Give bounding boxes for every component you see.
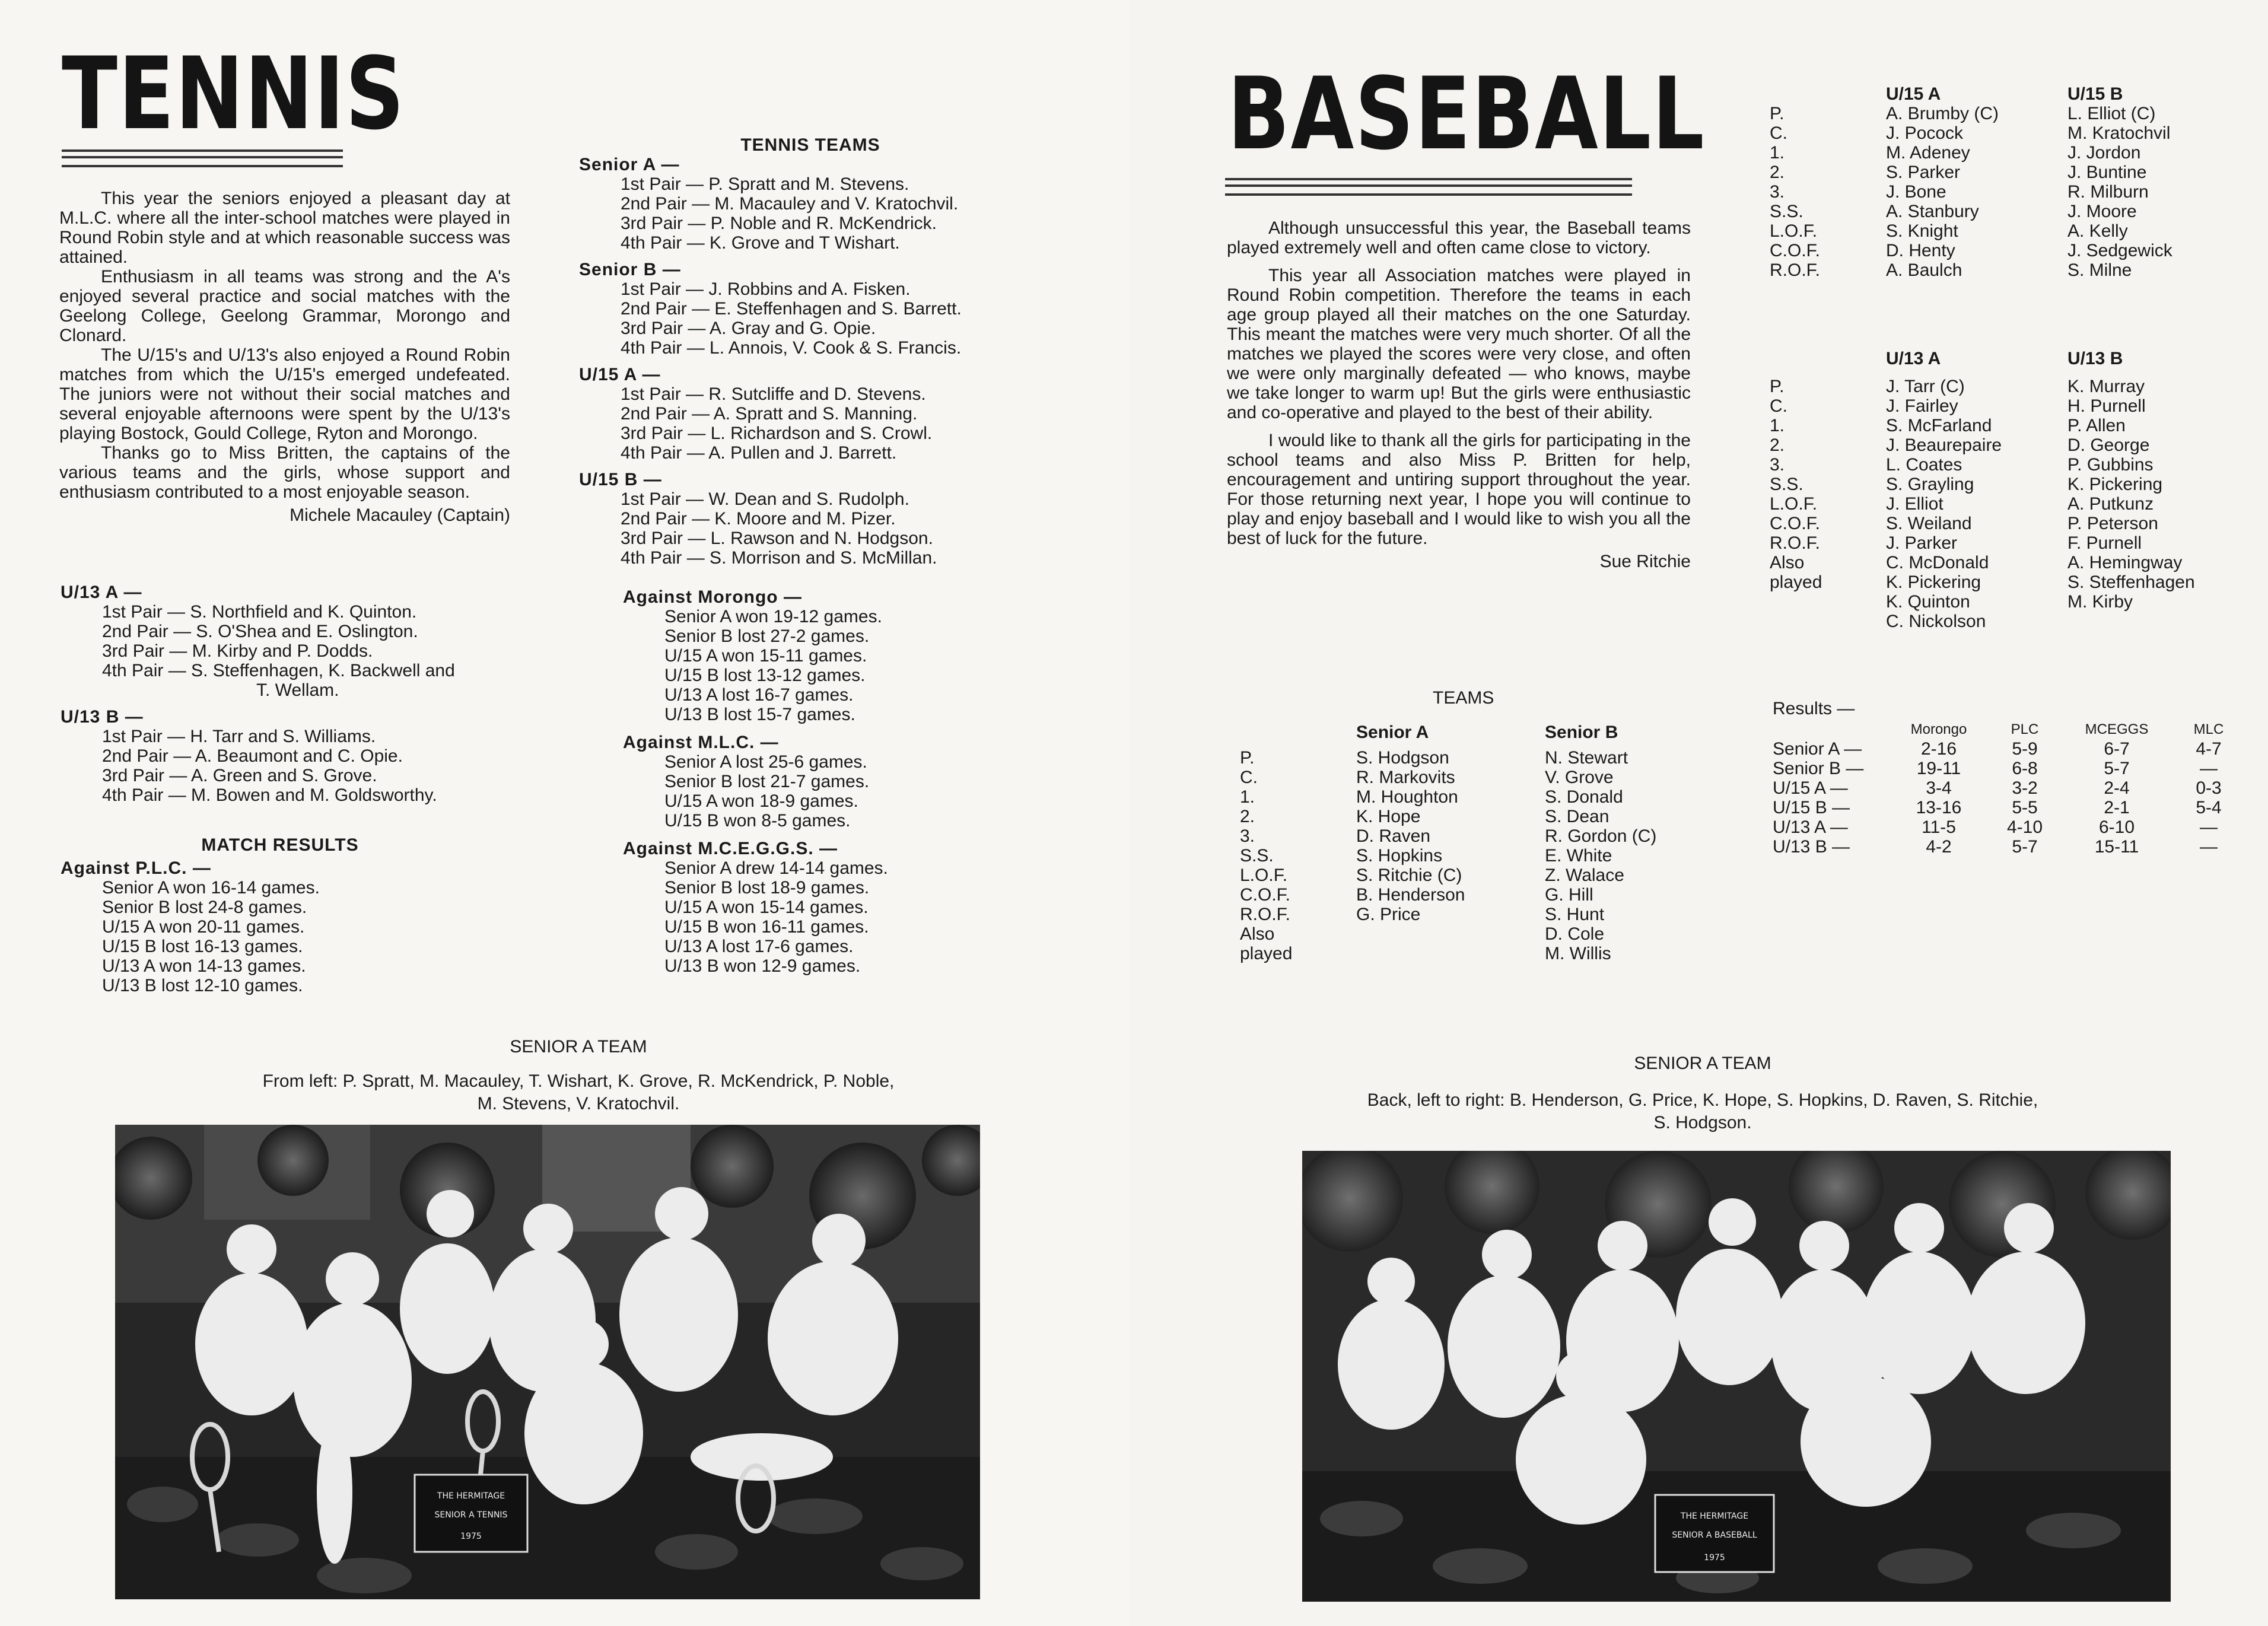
roster-cell-b: H. Purnell <box>2067 396 2146 416</box>
results-col-mlc: MLC <box>2193 721 2224 737</box>
roster-cell-a: D. Raven <box>1356 826 1431 846</box>
roster-cell-a: S. Knight <box>1886 221 1958 241</box>
roster-cell-pos <box>1770 612 1886 631</box>
roster-row <box>1240 846 1656 865</box>
roster-cell-a: C. McDonald <box>1886 553 1989 572</box>
u15a-pair-3: 3rd Pair — L. Richardson and S. Crowl. <box>621 424 933 443</box>
tennis-photo-caption <box>59 1036 1098 1115</box>
roster-cell-pos: P. <box>1770 377 1785 396</box>
senior-a-col-head: Senior A <box>1356 723 1429 742</box>
roster-row <box>1240 885 1656 905</box>
senior-a-heading: Senior A — <box>579 155 680 174</box>
roster-cell-b: P. Peterson <box>2067 514 2158 533</box>
tennis-signature: Michele Macauley (Captain) <box>290 505 510 525</box>
roster-cell-b: R. Milburn <box>2067 182 2149 202</box>
roster-row <box>1770 123 2172 143</box>
results-score: 15-11 <box>2094 837 2139 857</box>
tennis-against-results <box>623 587 1098 976</box>
roster-row <box>1240 905 1656 924</box>
senior-a-pair-1: 1st Pair — P. Spratt and M. Stevens. <box>621 174 909 194</box>
match-results-heading: MATCH RESULTS <box>201 835 359 855</box>
roster-cell-pos: 1. <box>1770 143 1785 163</box>
roster-cell-pos: S.S. <box>1240 846 1274 865</box>
roster-row <box>1770 494 2195 514</box>
u13b-heading: U/13 B — <box>61 707 144 727</box>
baseball-sign-2: SENIOR A BASEBALL <box>1672 1530 1757 1540</box>
roster-cell-a: S. Parker <box>1886 163 1961 182</box>
roster-cell-b: M. Willis <box>1545 944 1611 963</box>
roster-cell-a: L. Coates <box>1886 455 1962 475</box>
roster-cell-pos: L.O.F. <box>1770 494 1818 514</box>
tennis-sign-1: THE HERMITAGE <box>437 1491 505 1501</box>
results-score: — <box>2200 837 2218 857</box>
u13b-pair-1: 1st Pair — H. Tarr and S. Williams. <box>102 727 376 746</box>
baseball-intro-p2: This year all Association matches were played in Round Robin competition. Therefore the teams in each age group played all their matches on the one Saturday. This meant the matches were very much shorter. Of all the matches we played the scores were very close, and often we were only marginally defeated — who knows, maybe we take longer to warm up! But the girls were enthusiastic and co-operative and played to the best of their ability. <box>1227 266 1691 422</box>
roster-cell-b: J. Buntine <box>2067 163 2147 182</box>
senior-roster-rows <box>1240 748 1656 963</box>
results-rows <box>1773 739 2241 857</box>
results-score: 2-4 <box>2104 778 2130 798</box>
tennis-intro-p4: Thanks go to Miss Britten, the captains of the various teams and the girls, whose support and enthusiasm contributed to a most enjoyable season. <box>59 443 510 502</box>
tennis-intro-p2: Enthusiasm in all teams was strong and the A's enjoyed several practice and social matches with the Geelong College, Geelong Grammar, Morongo and Clonard. <box>59 267 510 345</box>
tennis-title: TENNIS <box>62 36 405 152</box>
plc-result-5: U/13 A won 14-13 games. <box>102 956 306 976</box>
results-score: — <box>2200 759 2218 778</box>
baseball-sign-1: THE HERMITAGE <box>1680 1512 1749 1521</box>
roster-cell-a: G. Price <box>1356 905 1421 924</box>
u13a-pair-2: 2nd Pair — S. O'Shea and E. Oslington. <box>102 622 418 641</box>
baseball-intro-p3: I would like to thank all the girls for participating in the school teams and also Miss P. Britten for help, encouragement and untiring support throughout the year. For those returning next year, I hope you will continue to play and enjoy baseball and I would like to wish you all the best of luck for the future. <box>1227 431 1691 548</box>
results-table <box>1773 720 2241 857</box>
roster-cell-a: S. Ritchie (C) <box>1356 865 1462 885</box>
roster-cell-a: M. Houghton <box>1356 787 1458 807</box>
roster-row <box>1770 475 2195 494</box>
roster-row <box>1240 787 1656 807</box>
roster-row <box>1240 865 1656 885</box>
roster-cell-b: D. Cole <box>1545 924 1605 944</box>
morongo-result-4: U/15 B lost 13-12 games. <box>664 666 866 685</box>
tennis-page <box>0 0 1130 1626</box>
u13a-pair-1: 1st Pair — S. Northfield and K. Quinton. <box>102 602 417 622</box>
roster-cell-pos: 2. <box>1770 163 1785 182</box>
roster-cell-b: S. Milne <box>2067 260 2132 280</box>
results-score: 5-9 <box>2012 739 2038 759</box>
results-row <box>1773 817 2241 837</box>
roster-cell-pos: Also <box>1240 924 1275 944</box>
tennis-team-photo <box>115 1125 980 1599</box>
baseball-signature: Sue Ritchie <box>1599 552 1691 571</box>
senior-b-pair-4: 4th Pair — L. Annois, V. Cook & S. Francis. <box>621 338 962 358</box>
results-score: 5-4 <box>2196 798 2222 817</box>
roster-cell-a: J. Parker <box>1886 533 1958 553</box>
roster-cell-b: R. Gordon (C) <box>1545 826 1657 846</box>
roster-cell-pos: 2. <box>1240 807 1255 826</box>
mlc-result-3: U/15 A won 18-9 games. <box>664 791 858 811</box>
roster-cell-a: J. Pocock <box>1886 123 1964 143</box>
roster-cell-pos: R.O.F. <box>1770 533 1821 553</box>
roster-cell-b: K. Pickering <box>2067 475 2163 494</box>
u13a-heading: U/13 A — <box>61 583 142 602</box>
results-score: 5-5 <box>2012 798 2038 817</box>
baseball-photo-art <box>1302 1151 2171 1602</box>
senior-a-pair-3: 3rd Pair — P. Noble and R. McKendrick. <box>621 214 937 233</box>
results-team: Senior A — <box>1773 739 1862 759</box>
u15-roster-rows <box>1770 104 2172 280</box>
baseball-title: BASEBALL <box>1227 56 1706 172</box>
results-score: 3-4 <box>1926 778 1952 798</box>
u13-roster <box>1770 349 2195 631</box>
u15-roster-table <box>1770 84 2172 280</box>
mlc-result-2: Senior B lost 21-7 games. <box>664 772 870 791</box>
roster-cell-pos: C. <box>1770 396 1787 416</box>
roster-cell-b: L. Elliot (C) <box>2067 104 2156 123</box>
results-score: 19-11 <box>1916 759 1961 778</box>
morongo-result-6: U/13 B lost 15-7 games. <box>664 705 855 724</box>
u15b-pair-3: 3rd Pair — L. Rawson and N. Hodgson. <box>621 529 933 548</box>
roster-cell-pos: C. <box>1240 768 1258 787</box>
roster-cell-b: K. Murray <box>2067 377 2145 396</box>
senior-roster <box>1240 723 1656 963</box>
u13-roster-table <box>1770 349 2195 631</box>
roster-cell-pos: C.O.F. <box>1240 885 1291 905</box>
roster-cell-pos: 3. <box>1770 182 1785 202</box>
roster-row <box>1770 241 2172 260</box>
tennis-photo-title: SENIOR A TEAM <box>510 1037 647 1057</box>
roster-row <box>1770 377 2195 396</box>
u15a-pair-1: 1st Pair — R. Sutcliffe and D. Stevens. <box>621 384 926 404</box>
results-team: U/13 B — <box>1773 837 1850 857</box>
roster-row <box>1770 592 2195 612</box>
u13a-col-head: U/13 A <box>1886 349 1941 368</box>
roster-cell-pos: 1. <box>1240 787 1255 807</box>
against-mceggs-label: Against M.C.E.G.G.S. — <box>623 839 838 858</box>
roster-row <box>1770 572 2195 592</box>
roster-cell-b: Z. Walace <box>1545 865 1624 885</box>
baseball-photo-caption-2: S. Hodgson. <box>1653 1113 1752 1132</box>
roster-cell-b: A. Hemingway <box>2067 553 2183 572</box>
roster-cell-a: J. Bone <box>1886 182 1946 202</box>
results-col-plc: PLC <box>2011 721 2039 737</box>
baseball-intro <box>1227 218 1691 571</box>
results-row <box>1773 759 2241 778</box>
against-plc-heading: Against P.L.C. — <box>61 858 211 878</box>
u13a-pair-4-cont: T. Wellam. <box>256 680 339 700</box>
roster-cell-a: A. Brumby (C) <box>1886 104 1999 123</box>
results-score: 2-16 <box>1920 739 1957 759</box>
roster-cell-a <box>1356 924 1545 944</box>
baseball-results <box>1773 699 2241 857</box>
roster-cell-a: K. Quinton <box>1886 592 1970 612</box>
results-score: 5-7 <box>2104 759 2130 778</box>
roster-cell-b: V. Grove <box>1545 768 1614 787</box>
roster-row <box>1240 944 1656 963</box>
roster-cell-a: J. Tarr (C) <box>1886 377 1965 396</box>
roster-cell-a: A. Baulch <box>1886 260 1962 280</box>
roster-cell-pos: R.O.F. <box>1770 260 1821 280</box>
roster-cell-a <box>1356 944 1545 963</box>
baseball-page <box>1130 0 2268 1626</box>
roster-cell-a: S. Hodgson <box>1356 748 1449 768</box>
roster-row <box>1240 924 1656 944</box>
results-team: U/15 B — <box>1773 798 1850 817</box>
results-score: 5-7 <box>2012 837 2038 857</box>
baseball-team-photo <box>1302 1151 2171 1602</box>
u15b-col-head: U/15 B <box>2067 84 2123 104</box>
plc-result-1: Senior A won 16-14 games. <box>102 878 320 898</box>
roster-cell-b: F. Purnell <box>2067 533 2142 553</box>
roster-cell-b: N. Stewart <box>1545 748 1628 768</box>
roster-cell-b: J. Moore <box>2067 202 2137 221</box>
roster-row <box>1770 396 2195 416</box>
roster-row <box>1240 807 1656 826</box>
roster-cell-a: J. Beaurepaire <box>1886 435 2002 455</box>
mceggs-result-6: U/13 B won 12-9 games. <box>664 956 861 976</box>
senior-a-pair-4: 4th Pair — K. Grove and T Wishart. <box>621 233 900 253</box>
u13b-pair-3: 3rd Pair — A. Green and S. Grove. <box>102 766 377 785</box>
roster-cell-a: S. McFarland <box>1886 416 1992 435</box>
roster-cell-b: P. Allen <box>2067 416 2126 435</box>
roster-cell-pos: C.O.F. <box>1770 514 1821 533</box>
roster-row <box>1770 163 2172 182</box>
results-score: 6-7 <box>2104 739 2130 759</box>
roster-cell-pos: S.S. <box>1770 202 1803 221</box>
results-score: 13-16 <box>1916 798 1962 817</box>
u13a-pair-4: 4th Pair — S. Steffenhagen, K. Backwell and <box>102 661 455 680</box>
senior-b-heading: Senior B — <box>579 260 681 279</box>
u15b-pair-2: 2nd Pair — K. Moore and M. Pizer. <box>621 509 896 529</box>
roster-cell-pos: played <box>1240 944 1293 963</box>
plc-result-6: U/13 B lost 12-10 games. <box>102 976 303 995</box>
tennis-teams-heading: TENNIS TEAMS <box>740 135 880 155</box>
tennis-sign-2: SENIOR A TENNIS <box>434 1510 508 1520</box>
tennis-match-results <box>61 835 535 995</box>
results-score: 2-1 <box>2104 798 2130 817</box>
roster-cell-pos: L.O.F. <box>1770 221 1818 241</box>
u15a-pair-2: 2nd Pair — A. Spratt and S. Manning. <box>621 404 918 424</box>
roster-row <box>1770 435 2195 455</box>
roster-row <box>1770 612 2195 631</box>
mceggs-result-2: Senior B lost 18-9 games. <box>664 878 870 898</box>
tennis-photo-art <box>115 1125 980 1599</box>
mceggs-result-5: U/13 A lost 17-6 games. <box>664 937 854 956</box>
against-mlc-label: Against M.L.C. — <box>623 733 779 752</box>
baseball-intro-p1: Although unsuccessful this year, the Baseball teams played extremely well and often came close to victory. <box>1227 218 1691 257</box>
results-score: — <box>2200 817 2218 837</box>
u13b-pair-4: 4th Pair — M. Bowen and M. Goldsworthy. <box>102 785 437 805</box>
roster-cell-a: S. Hopkins <box>1356 846 1443 865</box>
results-team: U/15 A — <box>1773 778 1848 798</box>
results-row <box>1773 739 2241 759</box>
roster-cell-b: J. Jordon <box>2067 143 2141 163</box>
results-col-morongo: Morongo <box>1910 721 1967 737</box>
morongo-result-3: U/15 A won 15-11 games. <box>664 646 867 666</box>
plc-result-3: U/15 A won 20-11 games. <box>102 917 305 937</box>
u15b-pair-4: 4th Pair — S. Morrison and S. McMillan. <box>621 548 937 568</box>
roster-row <box>1770 455 2195 475</box>
morongo-result-5: U/13 A lost 16-7 games. <box>664 685 854 705</box>
roster-row <box>1770 202 2172 221</box>
roster-row <box>1770 553 2195 572</box>
baseball-photo-title: SENIOR A TEAM <box>1634 1054 1771 1073</box>
tennis-photo-caption-2: M. Stevens, V. Kratochvil. <box>477 1094 680 1113</box>
roster-cell-a: R. Markovits <box>1356 768 1455 787</box>
roster-row <box>1240 768 1656 787</box>
roster-cell-a: M. Adeney <box>1886 143 1970 163</box>
mlc-result-4: U/15 B won 8-5 games. <box>664 811 851 830</box>
roster-cell-b <box>2067 612 2195 631</box>
roster-cell-a: B. Henderson <box>1356 885 1465 905</box>
against-morongo-label: Against Morongo — <box>623 587 802 607</box>
roster-cell-pos: R.O.F. <box>1240 905 1291 924</box>
u13b-pair-2: 2nd Pair — A. Beaumont and C. Opie. <box>102 746 403 766</box>
morongo-result-2: Senior B lost 27-2 games. <box>664 626 870 646</box>
baseball-photo-caption-1: Back, left to right: B. Henderson, G. Price, K. Hope, S. Hopkins, D. Raven, S. Ritchie, <box>1367 1090 2038 1110</box>
roster-cell-a: A. Stanbury <box>1886 202 1979 221</box>
roster-row <box>1770 104 2172 123</box>
senior-b-col-head: Senior B <box>1545 723 1618 742</box>
mceggs-result-1: Senior A drew 14-14 games. <box>664 858 888 878</box>
tennis-u13b <box>61 707 535 805</box>
roster-cell-b: D. George <box>2067 435 2150 455</box>
roster-cell-pos: played <box>1770 572 1822 592</box>
roster-cell-b: M. Kirby <box>2067 592 2133 612</box>
tennis-teams <box>579 135 1089 568</box>
senior-b-pair-2: 2nd Pair — E. Steffenhagen and S. Barrett. <box>621 299 962 319</box>
roster-cell-b: A. Kelly <box>2067 221 2128 241</box>
results-score: 4-10 <box>2006 817 2043 837</box>
u15a-col-head: U/15 A <box>1886 84 1941 104</box>
u15b-heading: U/15 B — <box>579 470 662 489</box>
results-score: 6-8 <box>2012 759 2038 778</box>
results-heading: Results — <box>1773 699 1855 718</box>
u13b-col-head: U/13 B <box>2067 349 2123 368</box>
roster-cell-pos <box>1770 592 1886 612</box>
results-score: 6-10 <box>2098 817 2135 837</box>
roster-cell-pos: 1. <box>1770 416 1785 435</box>
roster-cell-b: J. Sedgewick <box>2067 241 2172 260</box>
results-team: Senior B — <box>1773 759 1864 778</box>
mceggs-result-4: U/15 B won 16-11 games. <box>664 917 869 937</box>
roster-cell-pos: S.S. <box>1770 475 1803 494</box>
roster-cell-a: D. Henty <box>1886 241 1955 260</box>
roster-cell-b: M. Kratochvil <box>2067 123 2171 143</box>
roster-row <box>1770 514 2195 533</box>
roster-cell-pos: C. <box>1770 123 1787 143</box>
baseball-sign-3: 1975 <box>1704 1553 1725 1563</box>
u15b-pair-1: 1st Pair — W. Dean and S. Rudolph. <box>621 489 909 509</box>
roster-cell-a: K. Pickering <box>1886 572 1981 592</box>
roster-cell-a: S. Grayling <box>1886 475 1974 494</box>
roster-row <box>1770 143 2172 163</box>
tennis-sign-3: 1975 <box>460 1532 482 1541</box>
plc-result-4: U/15 B lost 16-13 games. <box>102 937 303 956</box>
senior-b-pair-3: 3rd Pair — A. Gray and G. Opie. <box>621 319 876 338</box>
roster-cell-pos: 3. <box>1240 826 1255 846</box>
roster-cell-pos: L.O.F. <box>1240 865 1288 885</box>
roster-cell-b: S. Hunt <box>1545 905 1605 924</box>
roster-row <box>1770 221 2172 241</box>
roster-cell-b: A. Putkunz <box>2067 494 2154 514</box>
baseball-title-rule <box>1225 178 1632 196</box>
roster-row <box>1770 182 2172 202</box>
u13-roster-rows <box>1770 377 2195 631</box>
results-score: 3-2 <box>2012 778 2038 798</box>
mceggs-result-3: U/15 A won 15-14 games. <box>664 898 869 917</box>
results-score: 4-2 <box>1926 837 1952 857</box>
mlc-result-1: Senior A lost 25-6 games. <box>664 752 867 772</box>
roster-cell-b: S. Dean <box>1545 807 1609 826</box>
roster-cell-b: E. White <box>1545 846 1612 865</box>
roster-cell-b: P. Gubbins <box>2067 455 2154 475</box>
roster-cell-b: G. Hill <box>1545 885 1593 905</box>
baseball-photo-caption <box>1213 1052 2192 1134</box>
roster-cell-pos: C.O.F. <box>1770 241 1821 260</box>
baseball-teams-heading: TEAMS <box>1433 688 1494 708</box>
roster-cell-b: S. Steffenhagen <box>2067 572 2195 592</box>
results-row <box>1773 837 2241 857</box>
roster-cell-a: J. Fairley <box>1886 396 1958 416</box>
results-score: 4-7 <box>2196 739 2222 759</box>
tennis-photo-caption-1: From left: P. Spratt, M. Macauley, T. Wishart, K. Grove, R. McKendrick, P. Noble, <box>262 1071 895 1091</box>
roster-cell-pos: P. <box>1770 104 1785 123</box>
tennis-intro <box>59 189 510 525</box>
roster-cell-a: J. Elliot <box>1886 494 1943 514</box>
roster-cell-a: C. Nickolson <box>1886 612 1986 631</box>
results-score: 0-3 <box>2196 778 2222 798</box>
u13a-pair-3: 3rd Pair — M. Kirby and P. Dodds. <box>102 641 373 661</box>
tennis-intro-p3: The U/15's and U/13's also enjoyed a Round Robin matches from which the U/15's emerged undefeated. The juniors were not without their social matches and several enjoyable afternoons were spent by the U/13's playing Bostock, Gould College, Ryton and Morongo. <box>59 345 510 443</box>
plc-result-2: Senior B lost 24-8 games. <box>102 898 307 917</box>
tennis-intro-p1: This year the seniors enjoyed a pleasant day at M.L.C. where all the inter-school matches were played in Round Robin style and at which reasonable success was attained. <box>59 189 510 267</box>
u15-roster <box>1770 84 2172 280</box>
roster-row <box>1240 826 1656 846</box>
roster-row <box>1770 533 2195 553</box>
roster-row <box>1240 748 1656 768</box>
roster-cell-pos: Also <box>1770 553 1805 572</box>
senior-a-pair-2: 2nd Pair — M. Macauley and V. Kratochvil. <box>621 194 959 214</box>
results-score: 11-5 <box>1922 817 1956 837</box>
senior-roster-table <box>1240 723 1656 963</box>
results-team: U/13 A — <box>1773 817 1848 837</box>
results-row <box>1773 798 2241 817</box>
u15a-heading: U/15 A — <box>579 365 661 384</box>
morongo-result-1: Senior A won 19-12 games. <box>664 607 882 626</box>
roster-row <box>1770 416 2195 435</box>
tennis-u13a <box>61 583 535 700</box>
roster-cell-pos: 3. <box>1770 455 1785 475</box>
tennis-title-rule <box>62 149 343 167</box>
roster-cell-a: S. Weiland <box>1886 514 1972 533</box>
u15a-pair-4: 4th Pair — A. Pullen and J. Barrett. <box>621 443 897 463</box>
results-row <box>1773 778 2241 798</box>
roster-cell-pos: 2. <box>1770 435 1785 455</box>
roster-cell-pos: P. <box>1240 748 1255 768</box>
roster-cell-a: K. Hope <box>1356 807 1421 826</box>
results-col-mceggs: MCEGGS <box>2085 721 2149 737</box>
senior-b-pair-1: 1st Pair — J. Robbins and A. Fisken. <box>621 279 911 299</box>
roster-cell-b: S. Donald <box>1545 787 1623 807</box>
roster-row <box>1770 260 2172 280</box>
